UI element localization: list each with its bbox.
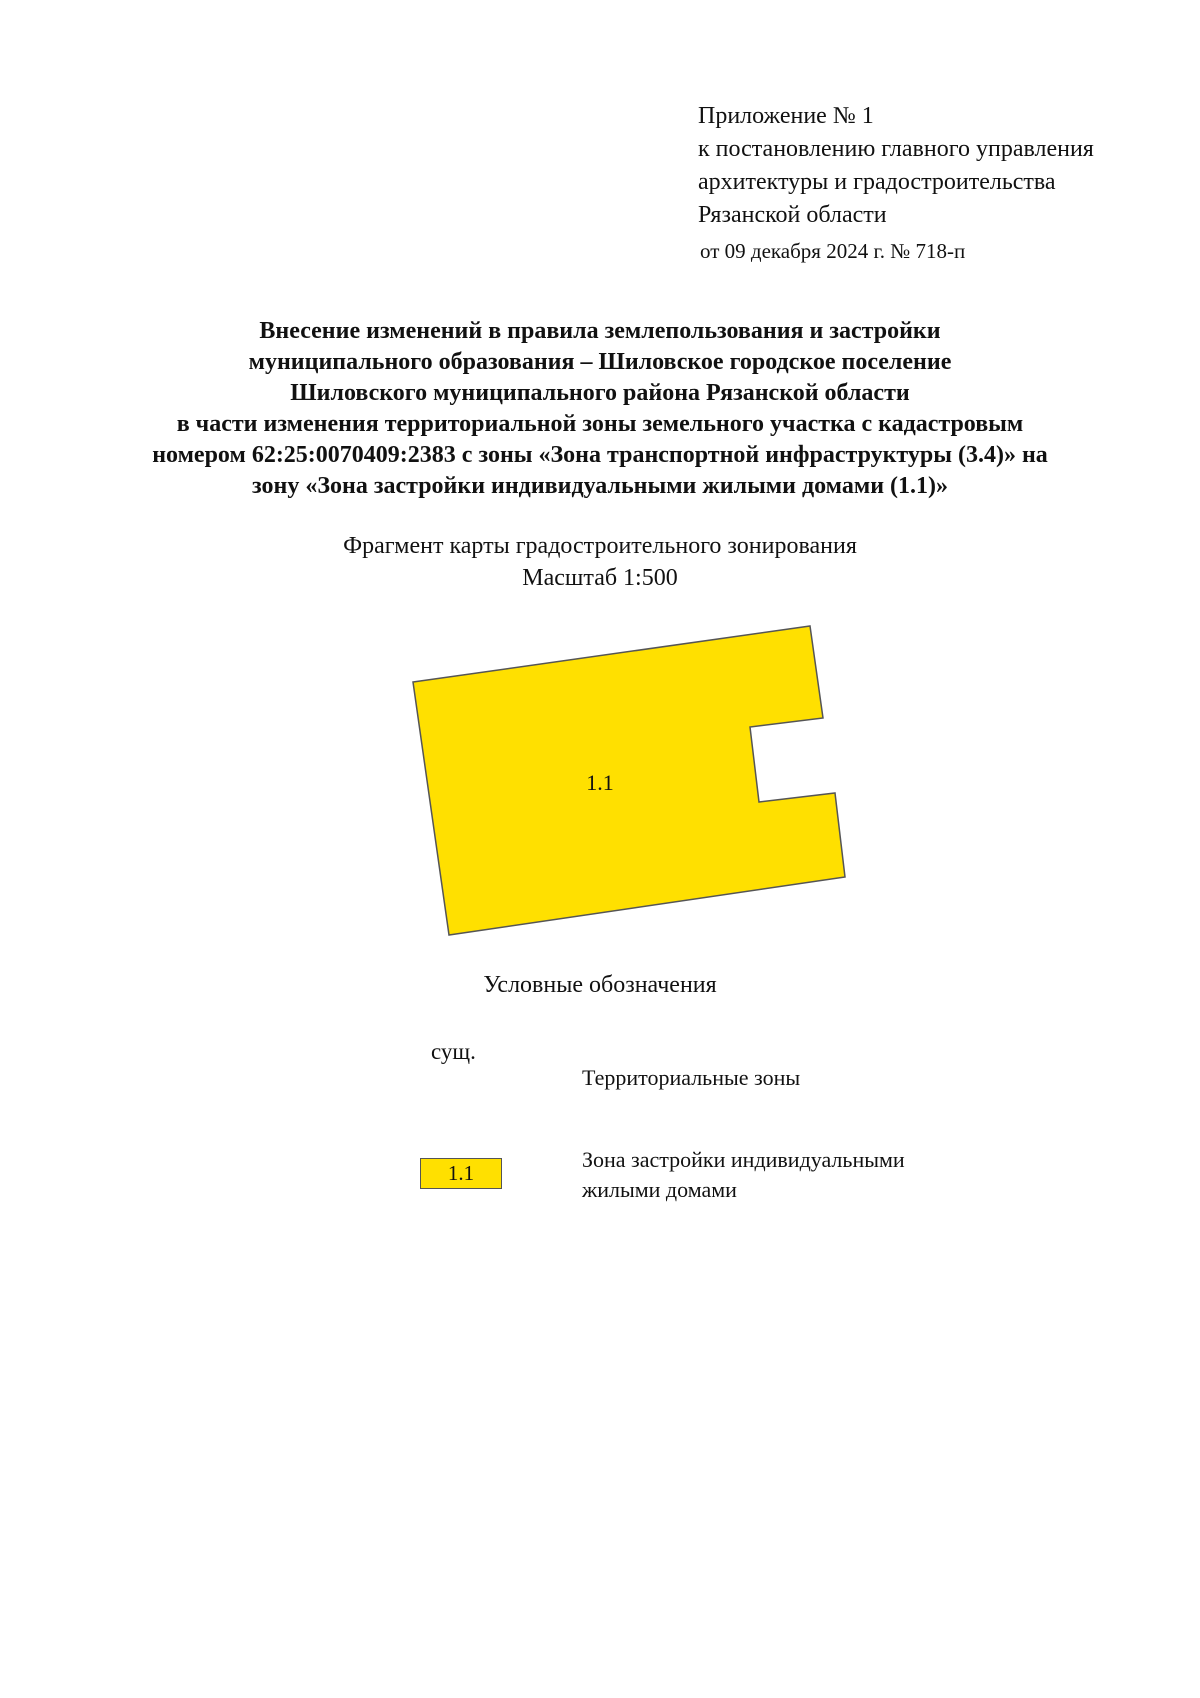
zone-parcel-label: 1.1 xyxy=(586,770,614,795)
title-line-4: в части изменения территориальной зоны земельного участка с кадастровым xyxy=(176,411,1024,437)
legend-group-title: Территориальные зоны xyxy=(582,1065,801,1090)
zone-parcel-polygon xyxy=(413,626,845,935)
legend-desc-line-2: жилыми домами xyxy=(582,1177,737,1202)
appendix-resolution: к постановлению главного управления xyxy=(698,136,1094,162)
title-line-3: Шиловского муниципального района Рязанской области xyxy=(290,380,910,406)
title-line-5: номером 62:25:0070409:2383 с зоны «Зона транспортной инфраструктуры (3.4)» на xyxy=(152,442,1048,468)
legend-zone-swatch: 1.1 xyxy=(420,1158,502,1189)
legend-desc-line-1: Зона застройки индивидуальными xyxy=(582,1147,905,1172)
title-line-1: Внесение изменений в правила землепользования и застройки xyxy=(259,318,941,344)
title-line-2: муниципального образования – Шиловское городское поселение xyxy=(248,349,952,375)
appendix-date: от 09 декабря 2024 г. № 718-п xyxy=(700,239,966,263)
appendix-region: Рязанской области xyxy=(698,202,887,228)
title-line-6: зону «Зона застройки индивидуальными жилыми домами (1.1)» xyxy=(251,473,949,499)
legend-status: сущ. xyxy=(431,1039,476,1064)
legend-zone-description xyxy=(582,1145,905,1205)
map-caption-title: Фрагмент карты градостроительного зонирования xyxy=(343,533,857,559)
legend-title: Условные обозначения xyxy=(483,972,717,998)
map-scale: Масштаб 1:500 xyxy=(522,565,678,591)
appendix-number: Приложение № 1 xyxy=(698,103,874,129)
appendix-authority: архитектуры и градостроительства xyxy=(698,169,1056,195)
